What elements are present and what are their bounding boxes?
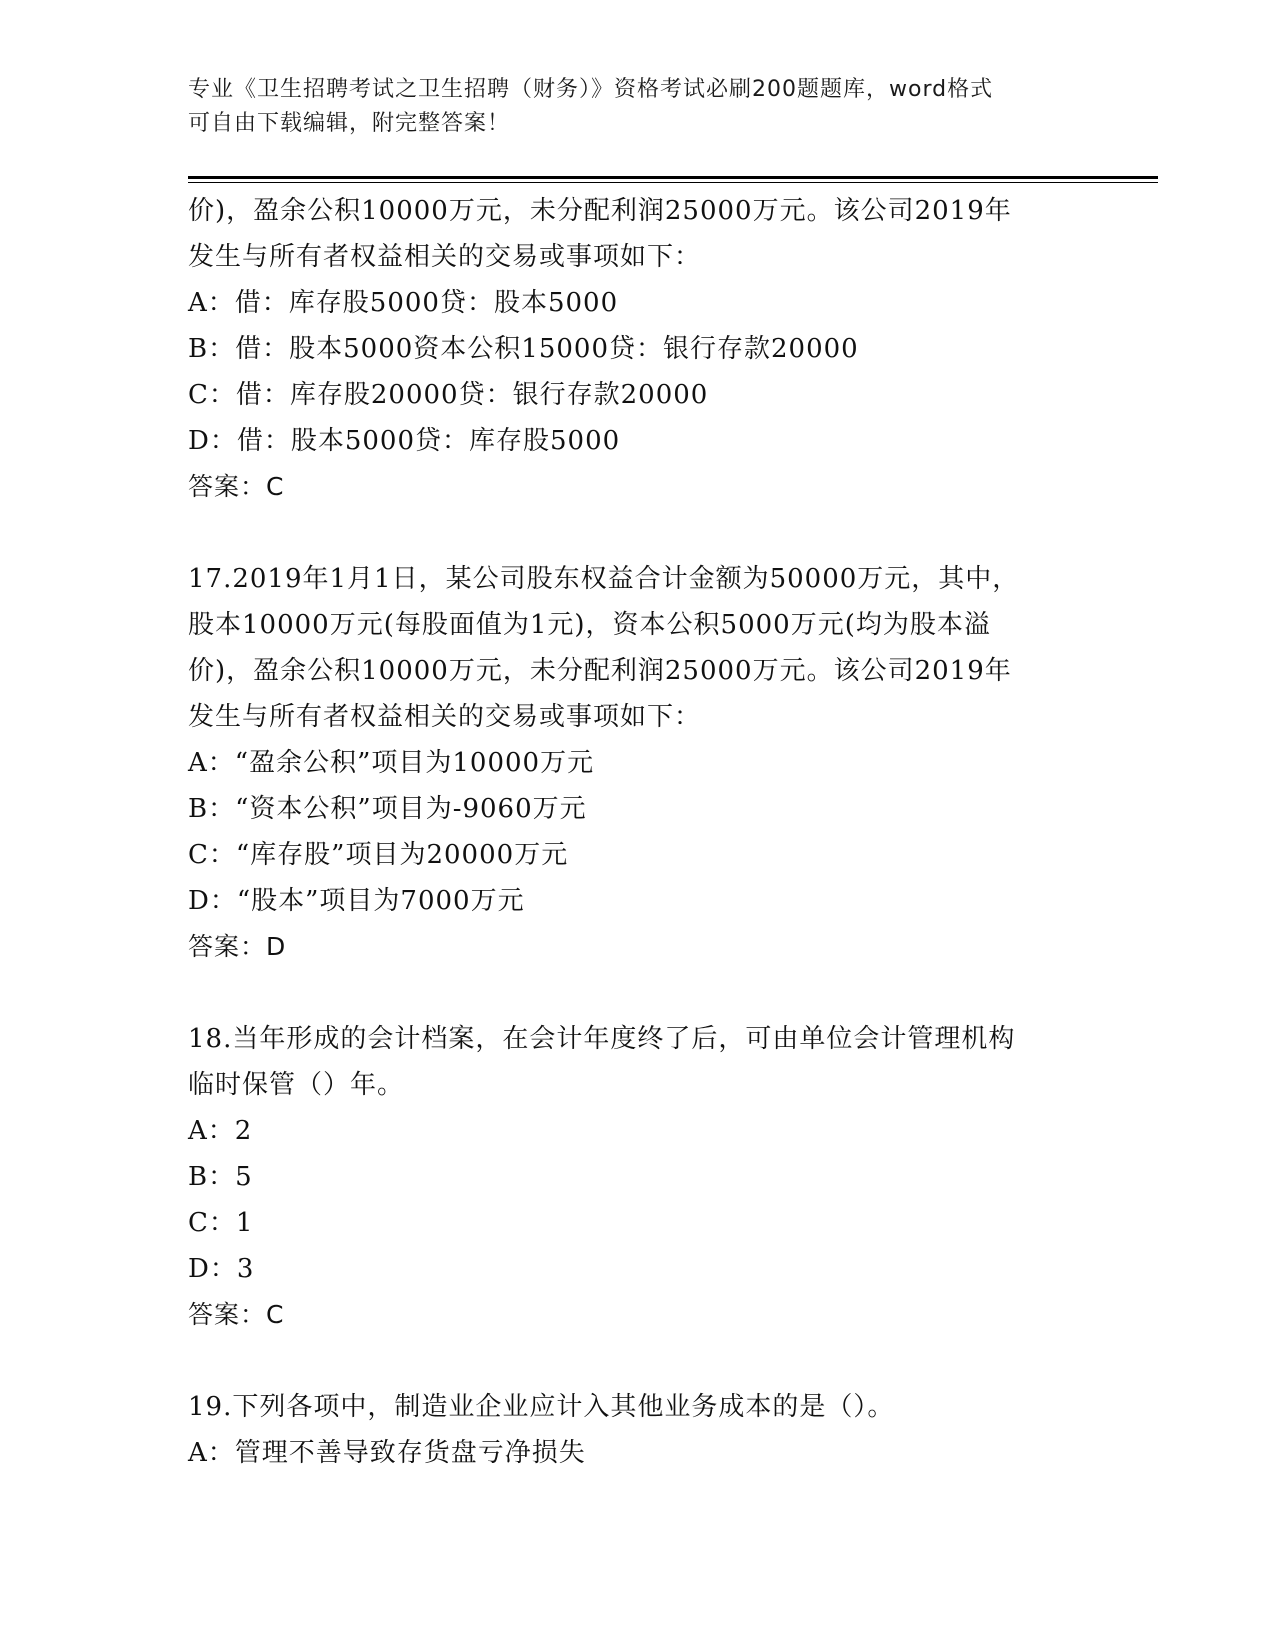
option-a: A：借：库存股5000贷：股本5000	[188, 288, 619, 318]
answer: 答案：C	[188, 1300, 285, 1329]
question-text-line: 发生与所有者权益相关的交易或事项如下：	[188, 702, 702, 732]
header-line-1: 专业《卫生招聘考试之卫生招聘（财务）》资格考试必刷200题题库，word格式	[188, 77, 994, 102]
question-17	[188, 556, 1088, 970]
option-d: D：借：股本5000贷：库存股5000	[188, 426, 621, 456]
option-c: C：“库存股”项目为20000万元	[188, 840, 569, 870]
option-b: B：“资本公积”项目为-9060万元	[188, 794, 587, 824]
option-b: B：借：股本5000资本公积15000贷：银行存款20000	[188, 334, 859, 364]
option-b: B：5	[188, 1162, 253, 1192]
spacer	[188, 1338, 1088, 1384]
answer: 答案：C	[188, 472, 285, 501]
answer: 答案：D	[188, 932, 287, 961]
question-text-line: 17.2019年1月1日，某公司股东权益合计金额为50000万元，其中，	[188, 564, 1020, 594]
spacer	[188, 510, 1088, 556]
header-line-2: 可自由下载编辑，附完整答案！	[188, 111, 511, 136]
option-c: C：借：库存股20000贷：银行存款20000	[188, 380, 709, 410]
question-list	[188, 188, 1088, 1476]
question-text-line: 18.当年形成的会计档案，在会计年度终了后，可由单位会计管理机构	[188, 1024, 1016, 1054]
option-d: D：“股本”项目为7000万元	[188, 886, 525, 916]
option-a: A：管理不善导致存货盘亏净损失	[188, 1438, 586, 1468]
question-text-line: 价)，盈余公积10000万元，未分配利润25000万元。该公司2019年	[188, 196, 1012, 226]
question-text-line: 19.下列各项中，制造业企业应计入其他业务成本的是（）。	[188, 1392, 895, 1422]
question-text-line: 价)，盈余公积10000万元，未分配利润25000万元。该公司2019年	[188, 656, 1012, 686]
header-divider-thick	[188, 176, 1158, 179]
question-text-line: 股本10000万元(每股面值为1元)，资本公积5000万元(均为股本溢	[188, 610, 991, 640]
document-header	[188, 73, 1088, 141]
option-d: D：3	[188, 1254, 255, 1284]
option-a: A：“盈余公积”项目为10000万元	[188, 748, 595, 778]
question-text-line: 发生与所有者权益相关的交易或事项如下：	[188, 242, 702, 272]
option-c: C：1	[188, 1208, 254, 1238]
question-16-tail	[188, 188, 1088, 510]
question-18	[188, 1016, 1088, 1338]
question-text-line: 临时保管（）年。	[188, 1070, 405, 1100]
header-divider-thin	[188, 182, 1158, 183]
spacer	[188, 970, 1088, 1016]
option-a: A：2	[188, 1116, 253, 1146]
question-19	[188, 1384, 1088, 1476]
